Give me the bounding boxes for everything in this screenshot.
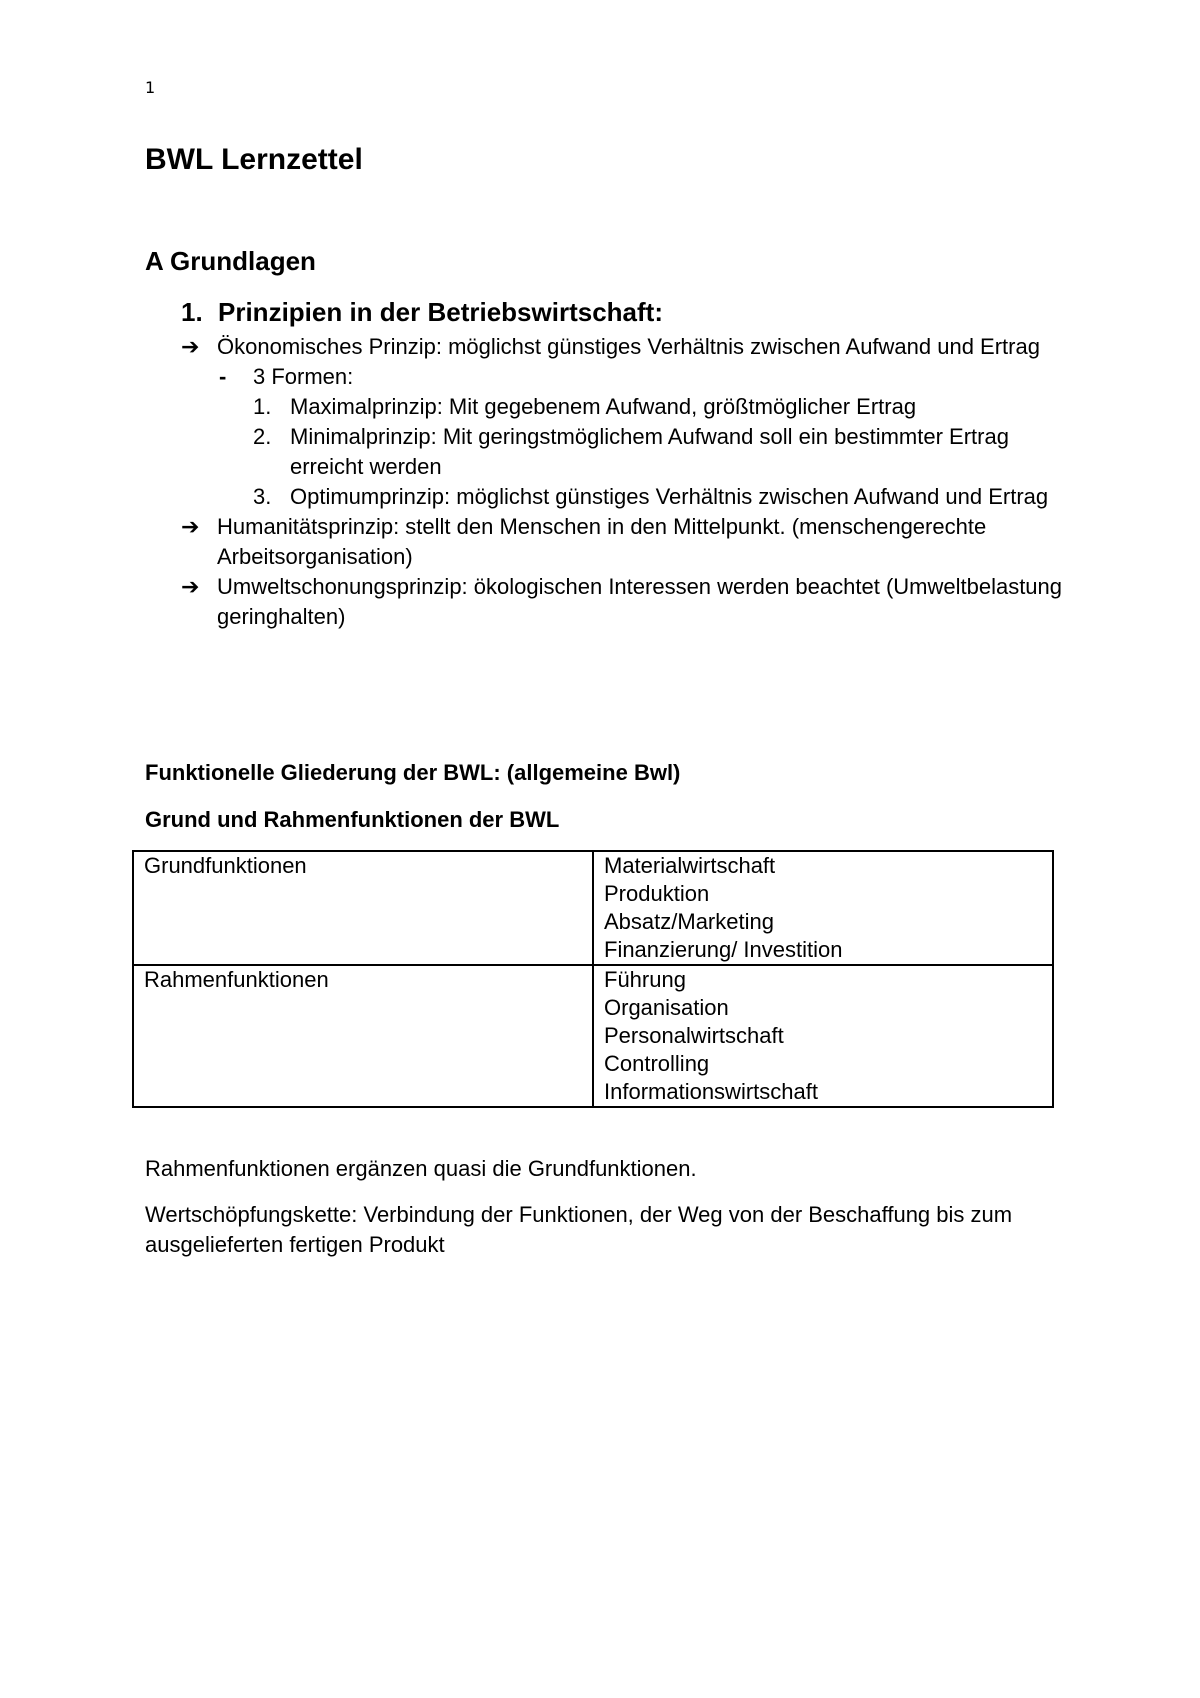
table-item: Führung <box>604 967 686 992</box>
arrow-icon: ➔ <box>181 514 200 539</box>
list-item-text: 3 Formen: <box>253 364 354 389</box>
table-item: Finanzierung/ Investition <box>604 937 843 962</box>
list-item-formen <box>0 362 1103 392</box>
table-item: Organisation <box>604 995 729 1020</box>
section-heading-grundlagen: A Grundlagen <box>145 246 316 276</box>
list-item-form <box>0 482 1070 512</box>
arrow-icon: ➔ <box>181 334 200 359</box>
table-cell-items <box>593 851 1053 965</box>
list-item-form <box>0 422 1070 482</box>
table-cell-label: Grundfunktionen <box>133 851 593 965</box>
list-item-text: Minimalprinzip: Mit geringstmöglichem Aufwand soll ein bestimmter Ertrag erreicht werden <box>290 424 1009 479</box>
table-row <box>133 851 1053 965</box>
list-number: 1. <box>253 394 272 419</box>
table-cell-items <box>593 965 1053 1107</box>
list-item-text: Optimumprinzip: möglichst günstiges Verhältnis zwischen Aufwand und Ertrag <box>290 484 1049 509</box>
functions-table <box>132 850 1054 1108</box>
table-item: Controlling <box>604 1051 710 1076</box>
subsection-label: Prinzipien in der Betriebswirtschaft: <box>218 297 663 327</box>
list-item-umweltschonungsprinzip <box>0 572 1067 632</box>
list-item-text: Maximalprinzip: Mit gegebenem Aufwand, größtmöglicher Ertrag <box>290 394 917 419</box>
subsection-number: 1. <box>181 297 203 327</box>
list-item-text: Humanitätsprinzip: stellt den Menschen in den Mittelpunkt. (menschengerechte Arbeitsorganisation) <box>217 514 987 569</box>
list-item-oekonomisches-prinzip <box>0 332 1067 362</box>
paragraph-wertschoepfungskette: Wertschöpfungskette: Verbindung der Funktionen, der Weg von der Beschaffung bis zum ausgelieferten fertigen Produkt <box>145 1202 1013 1257</box>
list-item-humanitaetsprinzip <box>0 512 1067 572</box>
heading-funktionelle-gliederung: Funktionelle Gliederung der BWL: (allgemeine Bwl) <box>145 760 681 785</box>
page-number: 1 <box>145 78 156 97</box>
table-item: Absatz/Marketing <box>604 909 774 934</box>
table-item: Informationswirtschaft <box>604 1079 818 1104</box>
list-number: 2. <box>253 424 272 449</box>
table-cell-label: Rahmenfunktionen <box>133 965 593 1107</box>
list-item-text: Umweltschonungsprinzip: ökologischen Interessen werden beachtet (Umweltbelastung geringhalten) <box>217 574 1063 629</box>
table-item: Produktion <box>604 881 710 906</box>
list-item-text: Ökonomisches Prinzip: möglichst günstiges Verhältnis zwischen Aufwand und Ertrag <box>217 334 1040 359</box>
paragraph-rahmenfunktionen: Rahmenfunktionen ergänzen quasi die Grundfunktionen. <box>145 1156 697 1181</box>
dash-bullet: - <box>219 364 227 389</box>
table-row <box>133 965 1053 1107</box>
principles-list <box>0 332 1200 632</box>
table-item: Materialwirtschaft <box>604 853 776 878</box>
arrow-icon: ➔ <box>181 574 200 599</box>
list-number: 3. <box>253 484 272 509</box>
subsection-heading-prinzipien <box>181 297 663 328</box>
heading-grund-rahmenfunktionen: Grund und Rahmenfunktionen der BWL <box>145 807 560 832</box>
table-item: Personalwirtschaft <box>604 1023 784 1048</box>
list-item-form <box>0 392 1070 422</box>
document-title: BWL Lernzettel <box>145 143 363 176</box>
